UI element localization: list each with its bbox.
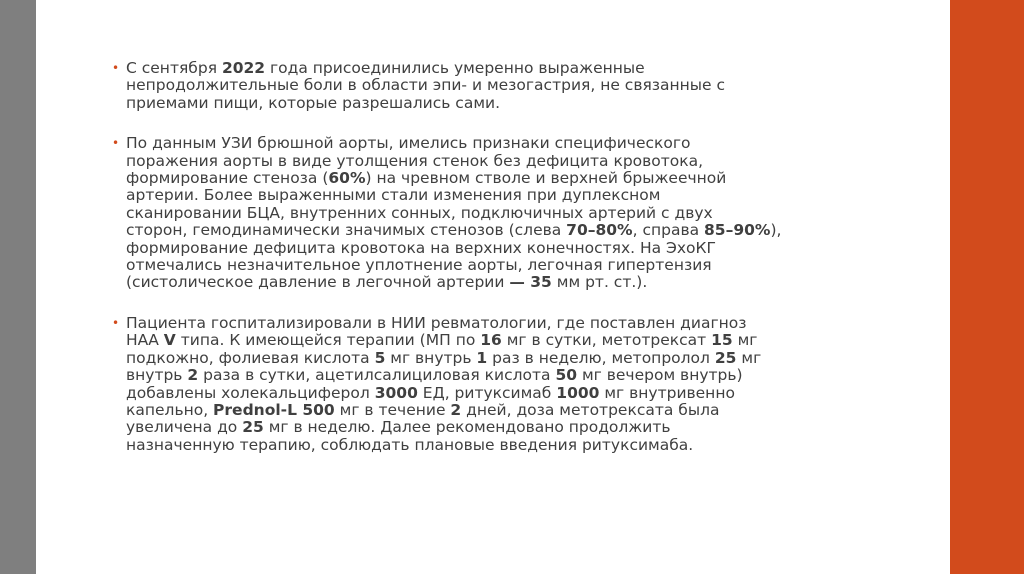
paragraph-text xyxy=(126,134,781,291)
bold-text: 25 xyxy=(714,348,737,367)
text-run: ЕД, ритуксимаб xyxy=(417,383,557,402)
right-accent-bar xyxy=(950,0,1024,574)
bold-text: 1000 xyxy=(556,383,600,402)
text-run: года присоединились умеренно выраженные непродолжительные боли в области эпи- и мезогастрия, не связанные с приемами пищи, которые разрешались сами. xyxy=(126,59,726,112)
bold-text: 70–80% xyxy=(566,221,633,240)
text-run: мг в течение xyxy=(334,400,451,419)
text-run: мм рт. ст.). xyxy=(551,273,648,292)
text-run: мг внутривенно капельно, xyxy=(126,383,735,419)
bold-text: 1 xyxy=(476,348,488,367)
text-run: Пациента госпитализировали в НИИ ревматологии, где поставлен диагноз НАА xyxy=(126,313,747,350)
text-run: типа. К имеющейся терапии (МП по xyxy=(175,331,481,350)
text-run: ) на чревном стволе и верхней брыжеечной артерии. Более выраженными стали изменения при дуплексном сканировании БЦА, внутренних сонных, подключичных артерий с двух сторон, гемодинамически значимых стенозов (слева xyxy=(126,169,727,240)
bold-text: 16 xyxy=(480,331,502,350)
text-run: раз в неделю, метопролол xyxy=(487,348,715,367)
bullet-icon: • xyxy=(112,136,120,151)
bold-text: 25 xyxy=(242,418,264,437)
bullet-paragraph-1 xyxy=(112,60,832,112)
left-accent-bar xyxy=(0,0,36,574)
bold-text: Prednol-L 500 xyxy=(213,400,335,419)
text-run: мг внутрь xyxy=(385,348,477,367)
text-run: мг подкожно, фолиевая кислота xyxy=(126,331,758,367)
text-run: , справа xyxy=(632,221,705,240)
text-run: раза в сутки, ацетилсалициловая кислота xyxy=(198,366,556,385)
bold-text: 60% xyxy=(328,169,366,188)
bullet-icon: • xyxy=(112,61,120,75)
text-run: С сентября xyxy=(126,59,222,77)
bold-text: 5 xyxy=(374,348,386,367)
text-run: дней, доза метотрексата была увеличена до xyxy=(126,400,720,437)
paragraph-text xyxy=(126,59,725,112)
text-run: мг вечером внутрь) добавлены холекальциферол xyxy=(126,366,743,402)
bold-text: 2022 xyxy=(221,59,266,77)
bold-text: 2 xyxy=(450,400,462,419)
text-run: мг в неделю. Далее рекомендовано продолжить назначенную терапию, соблюдать плановые введения ритуксимаба. xyxy=(126,418,694,454)
bold-text: — 35 xyxy=(509,273,552,292)
bold-text: 2 xyxy=(187,366,199,385)
text-run: ), формирование дефицита кровотока на верхних конечностях. На ЭхоКГ отмечались незначительное уплотнение аорты, легочная гипертензия (систолическое давление в легочной артерии xyxy=(126,221,782,292)
bullet-paragraph-3 xyxy=(112,315,832,454)
bold-text: 85–90% xyxy=(704,221,771,240)
text-run: мг в сутки, метотрексат xyxy=(501,331,712,350)
bullet-paragraph-2 xyxy=(112,135,832,292)
bold-text: 3000 xyxy=(374,383,418,402)
text-run: По данным УЗИ брюшной аорты, имелись признаки специфического поражения аорты в виде утолщения стенок без дефицита кровотока, формирование стеноза ( xyxy=(126,134,704,188)
bold-text: V xyxy=(163,331,176,350)
text-run: мг внутрь xyxy=(126,348,762,385)
bold-text: 15 xyxy=(711,331,733,350)
paragraph-text xyxy=(126,314,761,454)
bold-text: 50 xyxy=(555,366,578,385)
bullet-icon: • xyxy=(112,315,120,330)
slide-body xyxy=(112,60,832,477)
